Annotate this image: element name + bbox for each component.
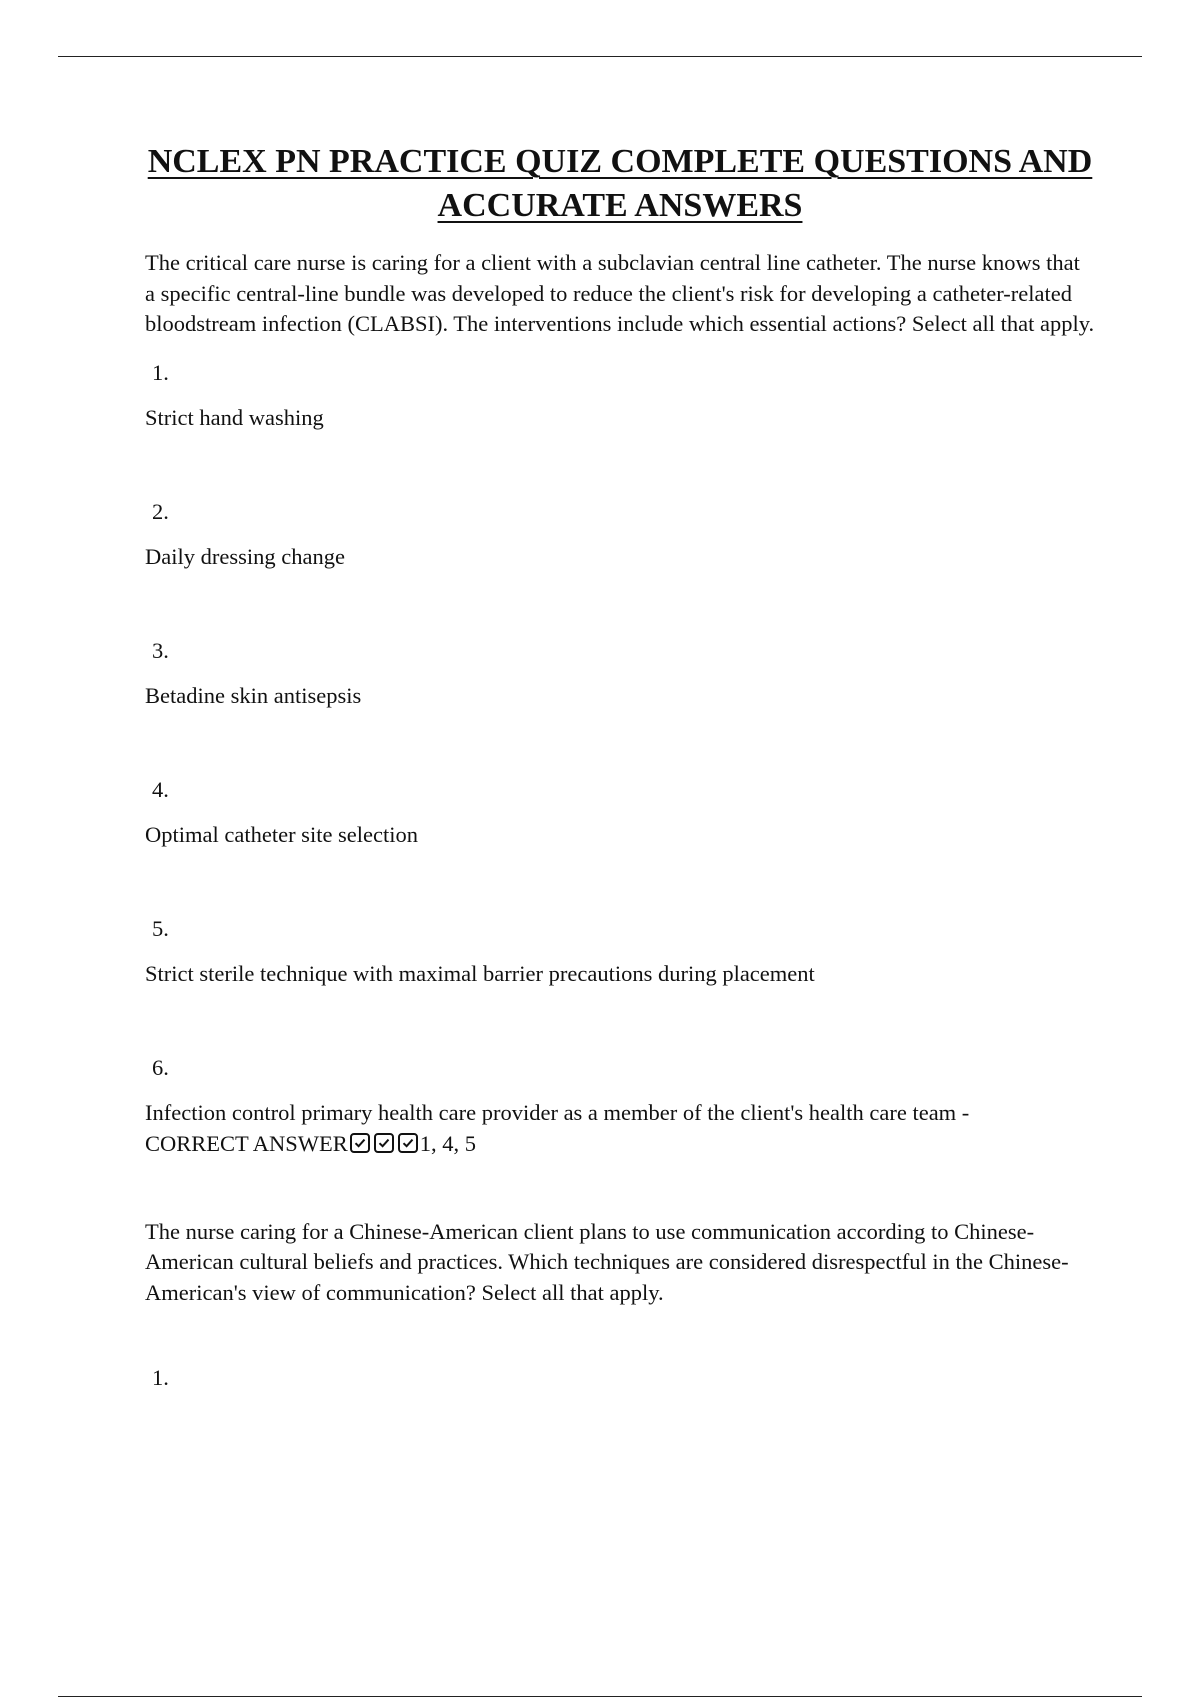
option-number: 4. — [152, 776, 169, 802]
checkbox-checked-icon — [350, 1133, 370, 1153]
question-1-stem: The critical care nurse is caring for a client with a subclavian central line catheter. The nurse knows that a specific central-line bundle was developed to reduce the client's risk for developing a catheter-related bloodstream infection (CLABSI). The interventions include which essential actions? Select all that apply. — [145, 250, 1095, 336]
answer-value: 1, 4, 5 — [419, 1130, 476, 1156]
question-1-option-4 — [145, 775, 1095, 850]
option-number: 6. — [152, 1054, 169, 1080]
option-text-with-answer — [145, 1097, 1095, 1159]
document-body — [145, 140, 1095, 1407]
option-text: Infection control primary health care provider as a member of the client's health care team - — [145, 1099, 970, 1125]
option-text: Strict sterile technique with maximal barrier precautions during placement — [145, 960, 815, 986]
checkbox-checked-icon — [398, 1133, 418, 1153]
option-number: 3. — [152, 637, 169, 663]
header-rule — [58, 56, 1142, 57]
option-number: 2. — [152, 498, 169, 524]
question-1-option-3 — [145, 636, 1095, 711]
option-number: 1. — [152, 1365, 169, 1390]
question-1-option-6 — [145, 1053, 1095, 1159]
footer-rule — [58, 1696, 1142, 1697]
document-title — [145, 140, 1095, 228]
checkbox-checked-icon — [374, 1133, 394, 1153]
document-title-text: NCLEX PN PRACTICE QUIZ COMPLETE QUESTIONS AND ACCURATE ANSWERS — [147, 143, 1093, 224]
option-number: 5. — [152, 915, 169, 941]
question-1 — [145, 248, 1095, 1159]
question-1-option-2 — [145, 497, 1095, 572]
option-text: Strict hand washing — [145, 404, 324, 430]
question-2-stem: The nurse caring for a Chinese-American client plans to use communication according to Chinese-American cultural beliefs and practices. Which techniques are considered disrespectful in the Chinese-American's view of communication? Select all that apply. — [145, 1218, 1069, 1305]
question-2-option-1 — [145, 1363, 1095, 1393]
option-text: Optimal catheter site selection — [145, 821, 419, 847]
answer-label: CORRECT ANSWER — [145, 1130, 348, 1156]
question-1-option-5 — [145, 914, 1095, 989]
option-text: Daily dressing change — [145, 543, 345, 569]
question-1-option-1 — [145, 358, 1095, 433]
option-number: 1. — [152, 359, 169, 385]
question-2 — [145, 1217, 1095, 1394]
option-text: Betadine skin antisepsis — [145, 682, 362, 708]
